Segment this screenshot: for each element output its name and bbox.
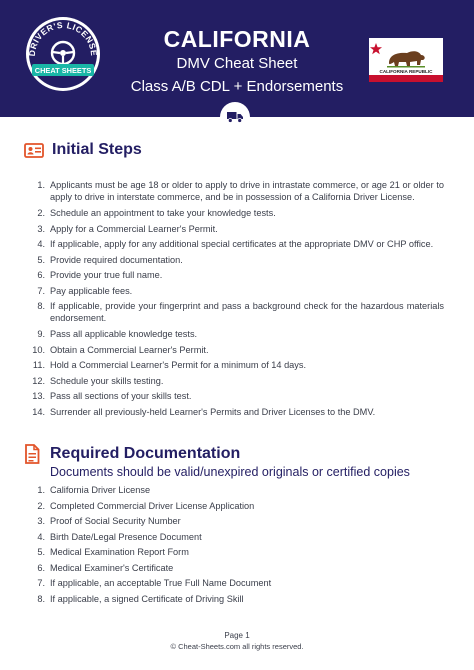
page-subtitle: DMV Cheat Sheet [176, 55, 298, 72]
title-block [110, 26, 364, 96]
list-item: 5. Medical Examination Report Form [37, 547, 189, 557]
copyright-link[interactable]: © Cheat-Sheets.com all rights reserved. [170, 642, 304, 651]
list-item: 7. If applicable, an acceptable True Full Name Document [37, 578, 272, 588]
required-docs-heading [24, 444, 240, 464]
list-item: 4. If applicable, apply for any additional special certificates at the appropriate DMV or CHP office. [37, 239, 434, 249]
initial-steps-list [30, 180, 444, 418]
list-item: 11. Hold a Commercial Learner's Permit for a minimum of 14 days. [32, 360, 307, 370]
list-item: 9. Pass all applicable knowledge tests. [37, 329, 198, 339]
list-item: 7. Pay applicable fees. [37, 285, 133, 296]
list-item: 6. Provide your true full name. [37, 270, 163, 280]
required-docs-title: Required Documentation [50, 445, 241, 462]
page-header [0, 0, 474, 117]
drivers-license-cheat-sheets-logo [25, 16, 101, 92]
list-item: 8. If applicable, provide your fingerprint and pass a background check for the hazardous materials endorsement. [37, 301, 444, 323]
logo-text-top: DRIVER'S LICENSE [26, 19, 100, 57]
id-card-icon [24, 143, 44, 158]
list-item: 13. Pass all sections of your skills test. [32, 391, 192, 401]
list-item: 4. Birth Date/Legal Presence Document [37, 531, 202, 542]
list-item: 5. Provide required documentation. [37, 254, 183, 265]
list-item: 1. California Driver License [37, 485, 151, 495]
list-item: 8. If applicable, a signed Certificate of Driving Skill [37, 593, 244, 604]
truck-icon [227, 111, 243, 123]
document-icon [24, 444, 40, 464]
page-subtitle-class: Class A/B CDL + Endorsements [130, 78, 344, 95]
list-item: 2. Completed Commercial Driver License Application [37, 500, 255, 511]
required-docs-list [30, 485, 444, 605]
list-item: 6. Medical Examiner's Certificate [37, 562, 174, 573]
initial-steps-heading [24, 141, 142, 159]
list-item: 14. Surrender all previously-held Learner's Permits and Driver Licenses to the DMV. [32, 406, 376, 417]
list-item: 12. Schedule your skills testing. [32, 375, 164, 386]
california-flag-icon [369, 38, 443, 82]
flag-text: CALIFORNIA REPUBLIC [379, 69, 433, 74]
list-item: 3. Proof of Social Security Number [37, 516, 181, 526]
initial-steps-title: Initial Steps [52, 141, 142, 158]
list-item: 2. Schedule an appointment to take your knowledge tests. [37, 208, 276, 218]
truck-badge [220, 102, 250, 132]
list-item: 3. Apply for a Commercial Learner's Permit. [37, 223, 218, 234]
page-title: CALIFORNIA [163, 26, 311, 52]
list-item: 10. Obtain a Commercial Learner's Permit. [32, 344, 209, 355]
list-item: 1. Applicants must be age 18 or older to apply to drive in intrastate commerce, or age 21 or older to apply to drive in interstate commerce, and be in possession of a California Driver License. [37, 180, 444, 202]
page-number: Page 1 [224, 631, 250, 640]
logo-text-bottom: CHEAT SHEETS [34, 66, 92, 75]
required-docs-note: Documents should be valid/unexpired originals or certified copies [50, 465, 410, 479]
